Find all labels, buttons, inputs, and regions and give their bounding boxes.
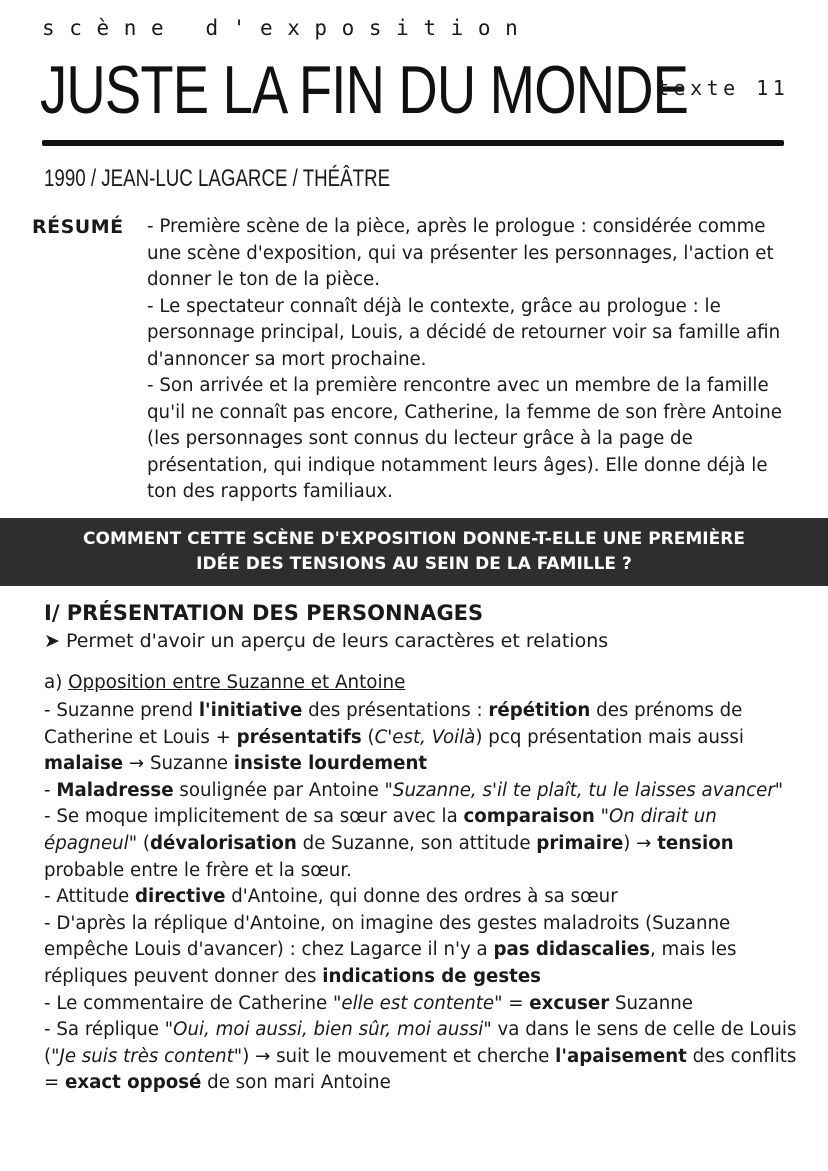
section-heading: I/ PRÉSENTATION DES PERSONNAGES [44, 601, 484, 625]
text-number: texte 11 [657, 76, 790, 100]
analysis-line: - Maladresse soulignée par Antoine "Suzanne, s'il te plaît, tu le laisses avancer" [44, 779, 784, 801]
resume-paragraph: - Le spectateur connaît déjà le contexte, grâce au prologue : le personnage principal, Louis, a décidé de retourner voir sa famille afin d'annoncer sa mort prochaine. [147, 295, 781, 370]
section-intro: ➤ Permet d'avoir un aperçu de leurs caractères et relations [44, 630, 609, 652]
resume-paragraph: - Son arrivée et la première rencontre avec un membre de la famille qu'il ne connaît pas encore, Catherine, la femme de son frère Antoine (les personnages sont connus du lecteur grâce à la page de présentation, qui indique notamment leurs âges). Elle donne déjà le ton des rapports familiaux. [147, 375, 782, 502]
page-title: JUSTE LA FIN DU MONDE [40, 52, 689, 128]
analysis-body [44, 698, 814, 1097]
analysis-line: - Suzanne prend l'initiative des présentations : répétition des prénoms de Catherine et Louis + présentatifs (C'est, Voilà) pcq présentation mais aussi malaise → Suzanne insiste lourdement [44, 700, 744, 775]
subsection-title [44, 672, 405, 693]
kicker-text: scène d'exposition [42, 16, 533, 40]
title-divider [42, 140, 784, 146]
resume-label: RÉSUMÉ [32, 216, 124, 238]
problematique-line: COMMENT CETTE SCÈNE D'EXPOSITION DONNE-T-ELLE UNE PREMIÈRE [83, 529, 745, 549]
problematique-banner [0, 518, 828, 586]
subsection-prefix: a) [44, 672, 69, 693]
analysis-line: - Le commentaire de Catherine "elle est contente" = excuser Suzanne [44, 992, 693, 1014]
resume-paragraph: - Première scène de la pièce, après le prologue : considérée comme une scène d'exposition, qui va présenter les personnages, l'action et donner le ton de la pièce. [147, 216, 774, 290]
meta-line: 1990 / JEAN-LUC LAGARCE / THÉÂTRE [44, 165, 391, 192]
resume-block [147, 214, 797, 506]
analysis-line: - D'après la réplique d'Antoine, on imagine des gestes maladroits (Suzanne empêche Louis d'avancer) : chez Lagarce il n'y a pas didascalies, mais les répliques peuvent donner des indications de gestes [44, 912, 737, 987]
subsection-title-text: Opposition entre Suzanne et Antoine [68, 672, 406, 693]
analysis-line: - Attitude directive d'Antoine, qui donne des ordres à sa sœur [44, 886, 618, 908]
analysis-line: - Se moque implicitement de sa sœur avec la comparaison "On dirait un épagneul" (dévalorisation de Suzanne, son attitude primaire) → tension probable entre le frère et la sœur. [44, 806, 734, 881]
analysis-line: - Sa réplique "Oui, moi aussi, bien sûr, moi aussi" va dans le sens de celle de Louis ("Je suis très content") → suit le mouvement et cherche l'apaisement des conflits = exact opposé de son mari Antoine [44, 1019, 797, 1094]
problematique-line: IDÉE DES TENSIONS AU SEIN DE LA FAMILLE ? [196, 554, 632, 574]
